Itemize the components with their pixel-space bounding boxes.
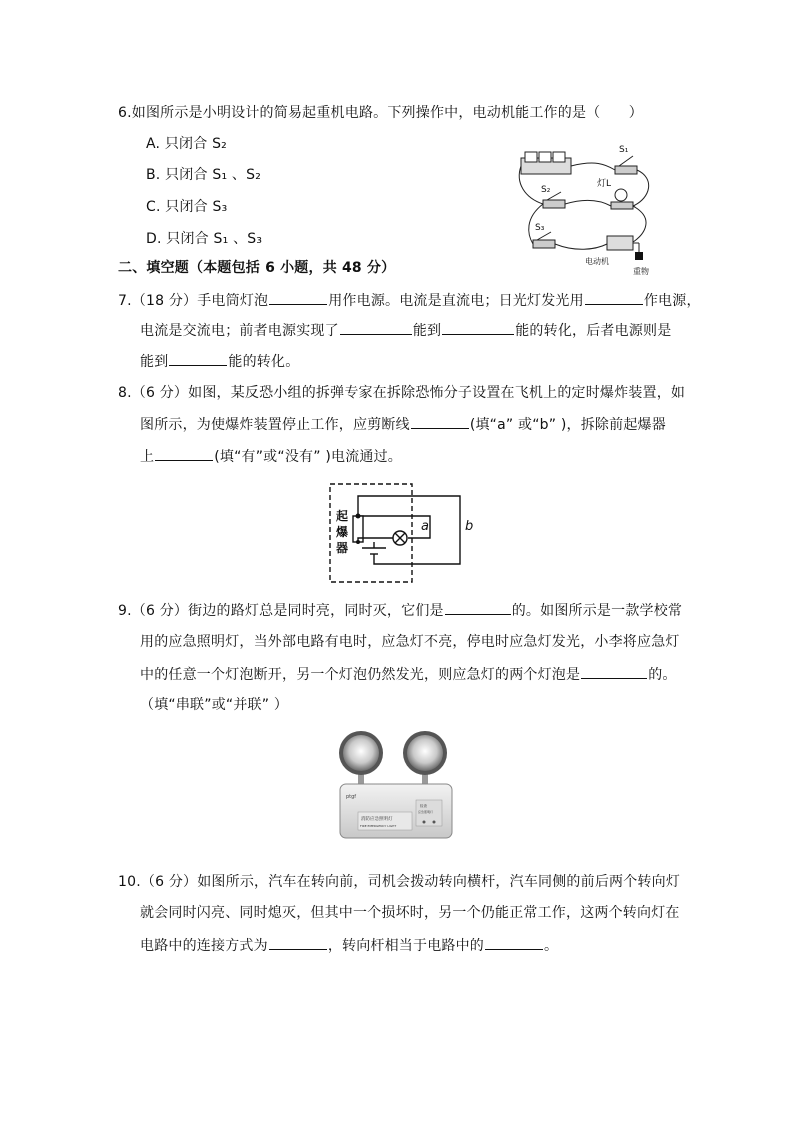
q7-text: 能到 — [412, 323, 442, 339]
q10-line-3 — [140, 935, 558, 956]
emergency-light-photo — [336, 728, 456, 848]
detonator-char-1: 起 — [336, 509, 349, 523]
q8-text: (填“a” 或“b” )，拆除前起爆器 — [469, 417, 666, 433]
q8-line-3 — [140, 446, 402, 467]
q7-line-2 — [140, 320, 671, 341]
q7-text: 电流是交流电；前者电源实现了 — [140, 323, 339, 339]
wire-b-label: b — [465, 519, 474, 534]
q10-line-1: 10.（6 分）如图所示，汽车在转向前，司机会拨动转向横杆，汽车同侧的前后两个转向灯 — [118, 874, 681, 890]
detonator-char-2: 爆 — [336, 525, 349, 539]
q9-line-4: （填“串联”或“并联” ） — [140, 697, 289, 713]
wire-a-label: a — [421, 519, 429, 534]
q9-text: 的。如图所示是一款学校常 — [511, 603, 683, 619]
answer-blank[interactable] — [269, 935, 327, 950]
label-weight: 重物 — [633, 267, 649, 276]
q8-text: 图所示，为使爆炸装置停止工作，应剪断线 — [140, 417, 410, 433]
q6-option-d: D. 只闭合 S₁ 、S₃ — [146, 231, 263, 247]
label-s1: S₁ — [619, 145, 629, 155]
brand-label: ptgf — [346, 794, 357, 800]
q8-line-1: 8.（6 分）如图，某反恐小组的拆弹专家在拆除恐怖分子设置在飞机上的定时爆炸装置，如 — [118, 385, 686, 401]
q7-text: 能的转化。 — [228, 354, 300, 370]
q9-line-3 — [140, 664, 677, 685]
q10-text: 电路中的连接方式为 — [140, 938, 268, 954]
panel-label-1: 检查 — [420, 804, 427, 808]
label-s3: S₃ — [535, 223, 545, 233]
q9-line-2: 用的应急照明灯，当外部电路有电时，应急灯不亮，停电时应急灯发光，小李将应急灯 — [140, 634, 680, 650]
q7-line-3 — [140, 351, 299, 372]
label-s2: S₂ — [541, 185, 551, 195]
answer-blank[interactable] — [411, 414, 469, 429]
q8-text: 上 — [140, 449, 155, 465]
q7-text: 用作电源。电流是直流电；日光灯发光用 — [328, 293, 584, 309]
answer-blank[interactable] — [445, 600, 511, 615]
product-label-cn: 消防应急照明灯 — [361, 817, 393, 822]
q10-text: ，转向杆相当于电路中的 — [327, 938, 485, 954]
q6-option-a: A. 只闭合 S₂ — [146, 136, 227, 152]
q8-text: (填“有”或“没有” )电流通过。 — [214, 449, 402, 465]
q7-text: 7.（18 分）手电筒灯泡 — [118, 293, 269, 309]
q8-line-2 — [140, 414, 666, 435]
q6-option-c: C. 只闭合 S₃ — [146, 199, 228, 215]
q7-line-1 — [118, 290, 701, 311]
label-lamp: 灯L — [597, 179, 612, 189]
q7-text: 能到 — [140, 354, 169, 370]
q7-text: 作电源， — [643, 293, 701, 309]
q9-text: 中的任意一个灯泡断开，另一个灯泡仍然发光，则应急灯的两个灯泡是 — [140, 667, 581, 683]
label-motor: 电动机 — [585, 257, 609, 266]
answer-blank[interactable] — [585, 290, 643, 305]
detonator-char-3: 器 — [336, 541, 349, 555]
section-heading-fill-in: 二、填空题（本题包括 6 小题，共 48 分） — [118, 260, 396, 276]
crane-circuit-figure — [515, 138, 665, 278]
q10-text: 。 — [544, 938, 559, 954]
answer-blank[interactable] — [269, 290, 327, 305]
q6-stem: 6.如图所示是小明设计的简易起重机电路。下列操作中，电动机能工作的是（ ） — [118, 105, 643, 121]
q9-line-1 — [118, 600, 682, 621]
answer-blank[interactable] — [169, 351, 227, 366]
answer-blank[interactable] — [340, 320, 412, 335]
panel-label-2: 应急照明灯 — [418, 810, 434, 814]
q9-text: 的。 — [648, 667, 677, 683]
answer-blank[interactable] — [442, 320, 514, 335]
q7-text: 能的转化，后者电源则是 — [515, 323, 672, 339]
answer-blank[interactable] — [485, 935, 543, 950]
q10-line-2: 就会同时闪亮、同时熄灭，但其中一个损坏时，另一个仍能正常工作，这两个转向灯在 — [140, 905, 680, 921]
product-label-en: FIRE EMERGENCY LIGHT — [360, 824, 397, 828]
q6-option-b: B. 只闭合 S₁ 、S₂ — [146, 167, 262, 183]
q9-text: 9.（6 分）街边的路灯总是同时亮，同时灭，它们是 — [118, 603, 444, 619]
answer-blank[interactable] — [581, 664, 647, 679]
detonator-circuit-figure — [326, 480, 472, 586]
answer-blank[interactable] — [155, 446, 213, 461]
